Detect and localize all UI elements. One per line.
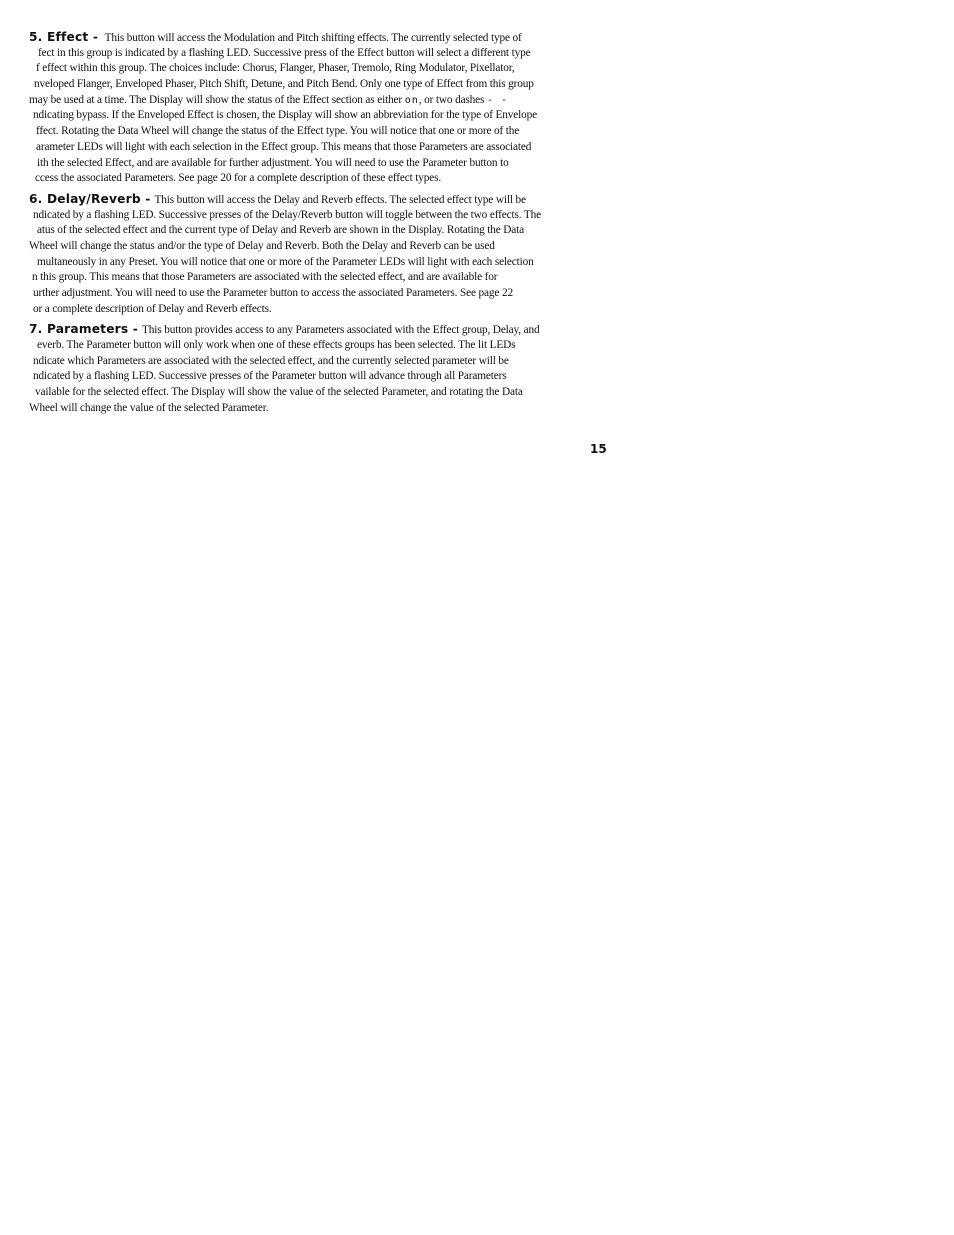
section-heading: 6. Delay/Reverb -	[29, 191, 151, 206]
section-line: Wheel will change the status and/or the type of Delay and Reverb. Both the Delay and Reverb can be used	[29, 239, 495, 252]
section-heading: 5. Effect -	[29, 30, 99, 44]
section-line: ndicated by a flashing LED. Successive presses of the Delay/Reverb button will toggle between the two effects. The	[33, 208, 541, 221]
section-line	[29, 30, 589, 46]
section-line: nveloped Flanger, Enveloped Phaser, Pitch Shift, Detune, and Pitch Bend. Only one type of Effect from this group	[34, 78, 534, 91]
display-on-glyph: on	[404, 94, 419, 106]
section-line: vailable for the selected effect. The Display will show the value of the selected Parameter, and rotating the Data	[35, 386, 523, 399]
section-heading: 7. Parameters -	[29, 322, 139, 337]
section-parameters	[29, 322, 589, 416]
section-line: n this group. This means that those Parameters are associated with the selected effect, and are available for	[32, 271, 498, 284]
page-number: 15	[590, 442, 607, 456]
section-line: or a complete description of Delay and Reverb effects.	[33, 302, 272, 315]
manual-page	[29, 30, 589, 422]
section-line: urther adjustment. You will need to use the Parameter button to access the associated Parameters. See page 22	[33, 287, 513, 299]
section-text: , or two dashes	[418, 93, 487, 106]
section-text: This button will access the Modulation and Pitch shifting effects. The currently selected type of	[102, 32, 522, 44]
section-text: This button provides access to any Parameters associated with the Effect group, Delay, and	[142, 324, 540, 337]
section-text: This button will access the Delay and Reverb effects. The selected effect type will be	[154, 193, 526, 206]
section-line	[29, 192, 589, 208]
section-line: f effect within this group. The choices include: Chorus, Flanger, Phaser, Tremolo, Ring Modulator, Pixellator,	[36, 62, 515, 75]
section-line: ccess the associated Parameters. See page 20 for a complete description of these effect types.	[35, 172, 442, 185]
section-line: ndicated by a flashing LED. Successive presses of the Parameter button will advance through all Parameters	[33, 370, 507, 383]
section-line	[29, 322, 589, 338]
section-delay-reverb	[29, 192, 589, 318]
section-line: ith the selected Effect, and are available for further adjustment. You will need to use the Parameter button to	[37, 156, 509, 169]
section-line: atus of the selected effect and the current type of Delay and Reverb are shown in the Display. Rotating the Data	[37, 224, 524, 237]
section-line: ndicate which Parameters are associated with the selected effect, and the currently selected parameter will be	[33, 354, 509, 367]
section-line: multaneously in any Preset. You will notice that one or more of the Parameter LEDs will light with each selection	[37, 255, 534, 268]
section-line: everb. The Parameter button will only work when one of these effects groups has been selected. The lit LEDs	[37, 339, 516, 352]
display-dashes-glyph: - -	[486, 94, 509, 106]
section-line	[29, 93, 589, 109]
section-line: fect in this group is indicated by a flashing LED. Successive press of the Effect button will select a different type	[38, 46, 531, 59]
section-line: Wheel will change the value of the selected Parameter.	[29, 401, 269, 414]
section-effect	[29, 30, 589, 187]
section-line: arameter LEDs will light with each selection in the Effect group. This means that those Parameters are associated	[36, 140, 532, 153]
section-line: ffect. Rotating the Data Wheel will change the status of the Effect type. You will notice that one or more of the	[36, 125, 520, 138]
section-line: ndicating bypass. If the Enveloped Effect is chosen, the Display will show an abbreviation for the type of Envelope	[33, 109, 537, 122]
section-text: may be used at a time. The Display will show the status of the Effect section as either	[29, 93, 405, 106]
